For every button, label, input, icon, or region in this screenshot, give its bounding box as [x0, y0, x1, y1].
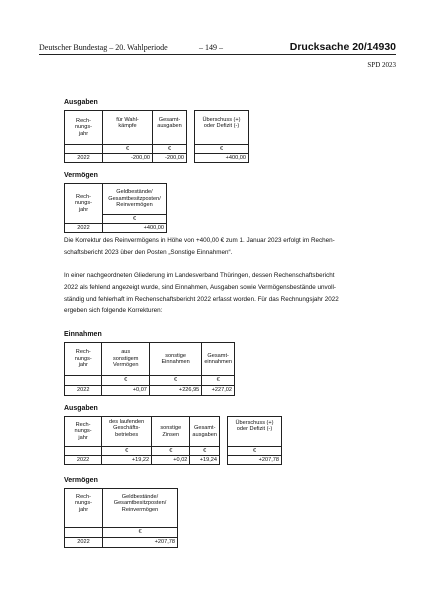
value-laufender-geschaeftsbetrieb: +19,22 — [102, 456, 152, 465]
section-title-ausgaben-1: Ausgaben — [64, 99, 98, 106]
value-ueberschuss: +400,00 — [195, 154, 249, 163]
paragraph-korrektur: Die Korrektur des Reinvermögens in Höhe von +400,00 € zum 1. Januar 2023 erfolgt im Rechen- schaftsbericht 2023 über den Posten „Sonstige Einnahmen“. — [64, 237, 335, 256]
unit-cell: € — [102, 376, 149, 386]
col-header-laufender-geschaeftsbetrieb: des laufenden Geschäfts- betriebes — [102, 417, 152, 447]
header-document-number: Drucksache 20/14930 — [289, 41, 396, 53]
table-ausgaben-1 — [64, 110, 187, 163]
table-ueberschuss-2 — [227, 416, 282, 465]
table-ausgaben-2 — [64, 416, 220, 465]
page-header — [39, 41, 396, 55]
value-gesamtausgaben: +19,24 — [190, 456, 220, 465]
value-aus-sonstigem-vermoegen: +0,07 — [102, 386, 149, 396]
col-header-year: Rech- nungs- jahr — [65, 417, 102, 447]
unit-cell — [65, 145, 103, 154]
col-header-ueberschuss: Überschuss (+) oder Defizit (-) — [228, 417, 282, 447]
value-sonstige-einnahmen: +226,95 — [149, 386, 201, 396]
unit-cell: € — [152, 447, 190, 456]
value-gesamtausgaben: -200,00 — [153, 154, 187, 163]
year-cell: 2022 — [65, 386, 102, 396]
unit-cell — [65, 528, 103, 538]
year-cell: 2022 — [65, 538, 103, 548]
table-einnahmen — [64, 342, 235, 396]
value-sonstige-zinsen: +0,02 — [152, 456, 190, 465]
header-page-number: – 149 – — [199, 43, 223, 52]
paragraph-thueringen: In einer nachgeordneten Gliederung im Landesverband Thüringen, dessen Rechenschaftsbericht 2022 als fehlend angezeigt wurde, sind Einnahmen, Ausgaben sowie Vermögensbestände unvoll- ständig und fehlerhaft im Rechenschaftsbericht 2022 erfasst worden. Für das Rechnungsjahr 2022 ergeben sich folgende Korrekturen: — [64, 272, 339, 315]
party-year-label: SPD 2023 — [367, 61, 396, 69]
unit-cell: € — [228, 447, 282, 456]
value-reinvermoegen: +400,00 — [103, 224, 167, 233]
section-title-ausgaben-2: Ausgaben — [64, 405, 98, 412]
col-header-sonstige-zinsen: sonstige Zinsen — [152, 417, 190, 447]
col-header-reinvermoegen: Geldbestände/ Gesamtbesitzposten/ Reinvermögen — [103, 489, 178, 528]
unit-cell: € — [103, 145, 153, 154]
col-header-reinvermoegen: Geldbestände/ Gesamtbesitzposten/ Reinvermögen — [103, 184, 167, 215]
col-header-aus-sonstigem-vermoegen: aus sonstigem Vermögen — [102, 343, 149, 376]
value-reinvermoegen: +207,78 — [103, 538, 178, 548]
unit-cell: € — [103, 528, 178, 538]
col-header-year: Rech- nungs- jahr — [65, 184, 103, 224]
year-cell: 2022 — [65, 224, 103, 233]
unit-cell: € — [195, 145, 249, 154]
col-header-gesamteinnahmen: Gesamt- einnahmen — [202, 343, 235, 376]
unit-cell: € — [190, 447, 220, 456]
table-vermoegen-1 — [64, 183, 167, 233]
section-title-vermoegen-2: Vermögen — [64, 477, 98, 484]
unit-cell: € — [102, 447, 152, 456]
unit-cell: € — [103, 215, 167, 224]
unit-cell: € — [153, 145, 187, 154]
unit-cell: € — [149, 376, 201, 386]
unit-cell: € — [202, 376, 235, 386]
unit-cell — [65, 376, 102, 386]
value-wahlkaempfe: -200,00 — [103, 154, 153, 163]
section-title-vermoegen-1: Vermögen — [64, 172, 98, 179]
col-header-ueberschuss: Überschuss (+) oder Defizit (-) — [195, 111, 249, 145]
col-header-year: Rech- nungs- jahr — [65, 343, 102, 376]
header-publication: Deutscher Bundestag – 20. Wahlperiode — [39, 43, 168, 52]
header-rule — [39, 54, 396, 55]
col-header-year: Rech- nungs- jahr — [65, 489, 103, 528]
year-cell: 2022 — [65, 456, 102, 465]
col-header-year: Rech- nungs- jahr — [65, 111, 103, 145]
col-header-gesamtausgaben: Gesamt- ausgaben — [153, 111, 187, 145]
col-header-sonstige-einnahmen: sonstige Einnahmen — [149, 343, 201, 376]
section-title-einnahmen: Einnahmen — [64, 331, 102, 338]
value-ueberschuss: +207,78 — [228, 456, 282, 465]
col-header-wahlkaempfe: für Wahl- kämpfe — [103, 111, 153, 145]
table-ueberschuss-1 — [194, 110, 249, 163]
value-gesamteinnahmen: +227,02 — [202, 386, 235, 396]
unit-cell — [65, 447, 102, 456]
table-vermoegen-2 — [64, 488, 178, 548]
col-header-gesamtausgaben: Gesamt- ausgaben — [190, 417, 220, 447]
year-cell: 2022 — [65, 154, 103, 163]
